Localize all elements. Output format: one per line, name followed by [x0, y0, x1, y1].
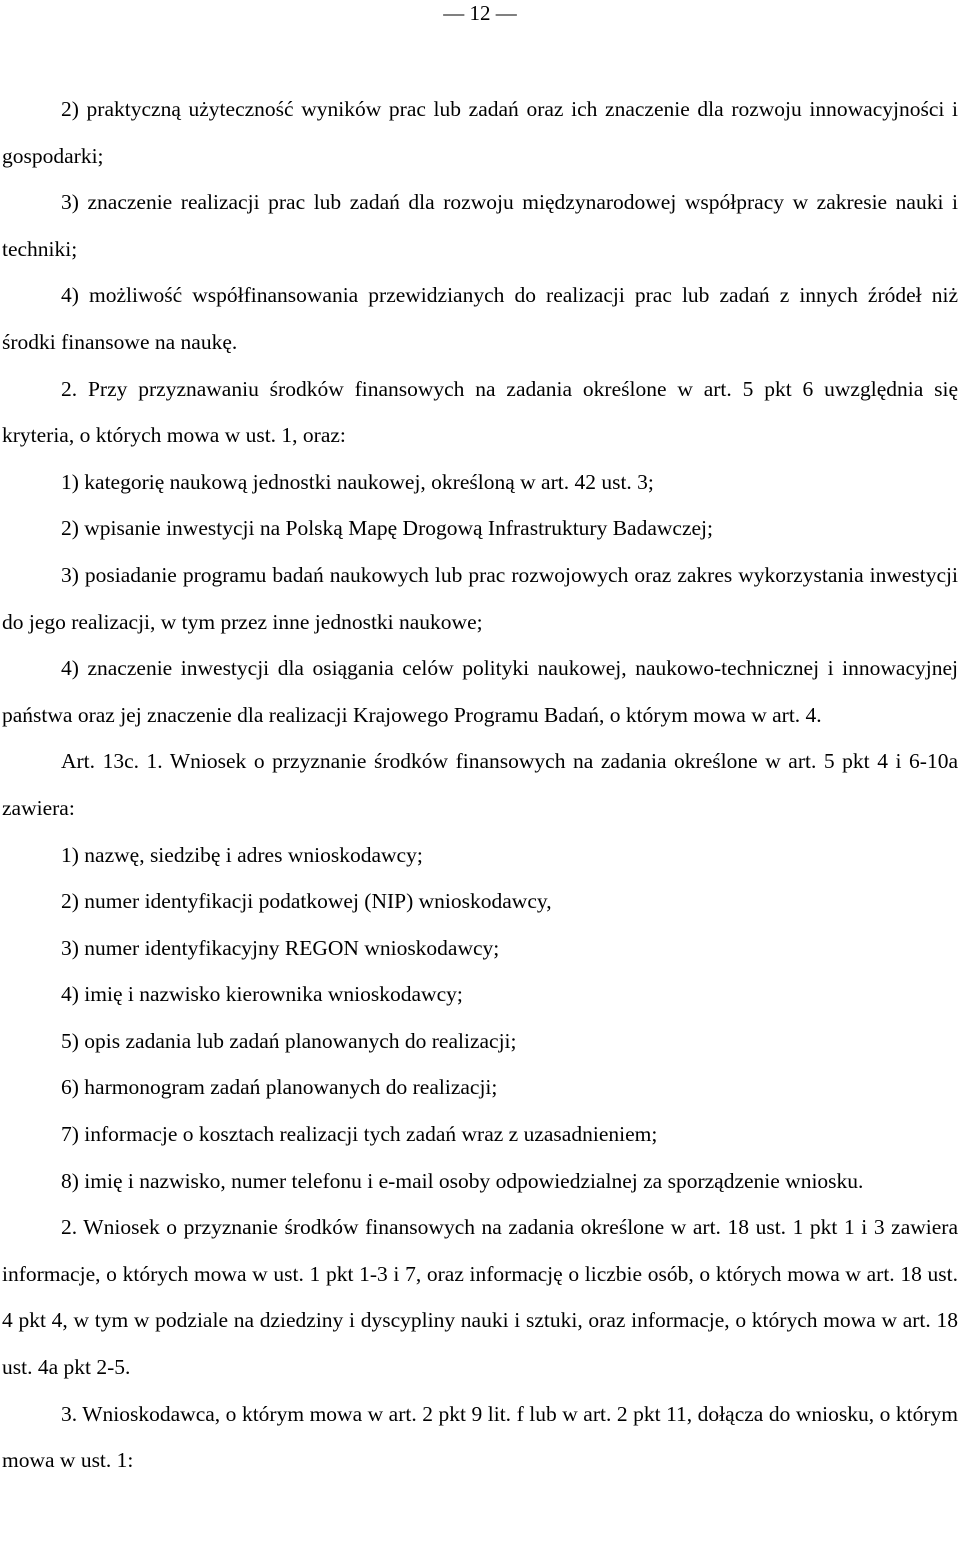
paragraph: 4) imię i nazwisko kierownika wnioskodawcy;: [61, 982, 463, 1007]
paragraph: 6) harmonogram zadań planowanych do realizacji;: [61, 1075, 498, 1100]
paragraph: 2) praktyczną użyteczność wyników prac lub zadań oraz ich znaczenie dla rozwoju innowacyjności i gospodarki;: [2, 97, 958, 168]
paragraph: 8) imię i nazwisko, numer telefonu i e-mail osoby odpowiedzialnej za sporządzenie wniosku.: [61, 1168, 864, 1193]
paragraph: 3) znaczenie realizacji prac lub zadań dla rozwoju międzynarodowej współpracy w zakresie nauki i techniki;: [2, 190, 958, 261]
paragraph: 3) numer identyfikacyjny REGON wnioskodawcy;: [61, 935, 500, 960]
page-number: — 12 —: [443, 1, 517, 25]
document-page: [2, 0, 958, 1563]
paragraph: 2) wpisanie inwestycji na Polską Mapę Drogową Infrastruktury Badawczej;: [61, 516, 713, 541]
paragraph: 2. Przy przyznawaniu środków finansowych na zadania określone w art. 5 pkt 6 uwzględnia się kryteria, o których mowa w ust. 1, oraz:: [2, 376, 958, 448]
document-body: [2, 86, 958, 1484]
paragraph: 1) nazwę, siedzibę i adres wnioskodawcy;: [61, 842, 423, 867]
paragraph: 3) posiadanie programu badań naukowych lub prac rozwojowych oraz zakres wykorzystania inwestycji do jego realizacji, w tym przez inne jednostki naukowe;: [2, 562, 958, 634]
article-heading-paragraph: Art. 13c. 1. Wniosek o przyznanie środków finansowych na zadania określone w art. 5 pkt 4 i 6-10a zawiera:: [2, 749, 958, 820]
paragraph: 7) informacje o kosztach realizacji tych zadań wraz z uzasadnieniem;: [61, 1122, 658, 1147]
paragraph: 2. Wniosek o przyznanie środków finansowych na zadania określone w art. 18 ust. 1 pkt 1 i 3 zawiera informacje, o których mowa w ust. 1 pkt 1-3 i 7, oraz informację o liczbie osób, o których mowa w art. 18 ust. 4 pkt 4, w tym w podziale na dziedziny i dyscypliny nauki i sztuki, oraz informacje, o których mowa w art. 18 ust. 4a pkt 2-5.: [2, 1215, 958, 1380]
paragraph: 4) możliwość współfinansowania przewidzianych do realizacji prac lub zadań z innych źródeł niż środki finansowe na naukę.: [2, 283, 958, 354]
paragraph: 1) kategorię naukową jednostki naukowej, określoną w art. 42 ust. 3;: [61, 469, 654, 494]
paragraph: 5) opis zadania lub zadań planowanych do realizacji;: [61, 1028, 517, 1053]
paragraph: 2) numer identyfikacji podatkowej (NIP) wnioskodawcy,: [61, 889, 552, 914]
paragraph: 4) znaczenie inwestycji dla osiągania celów polityki naukowej, naukowo-technicznej i innowacyjnej państwa oraz jej znaczenie dla realizacji Krajowego Programu Badań, o którym mowa w art. 4.: [2, 656, 958, 727]
paragraph: 3. Wnioskodawca, o którym mowa w art. 2 pkt 9 lit. f lub w art. 2 pkt 11, dołącza do wniosku, o którym mowa w ust. 1:: [2, 1401, 958, 1473]
